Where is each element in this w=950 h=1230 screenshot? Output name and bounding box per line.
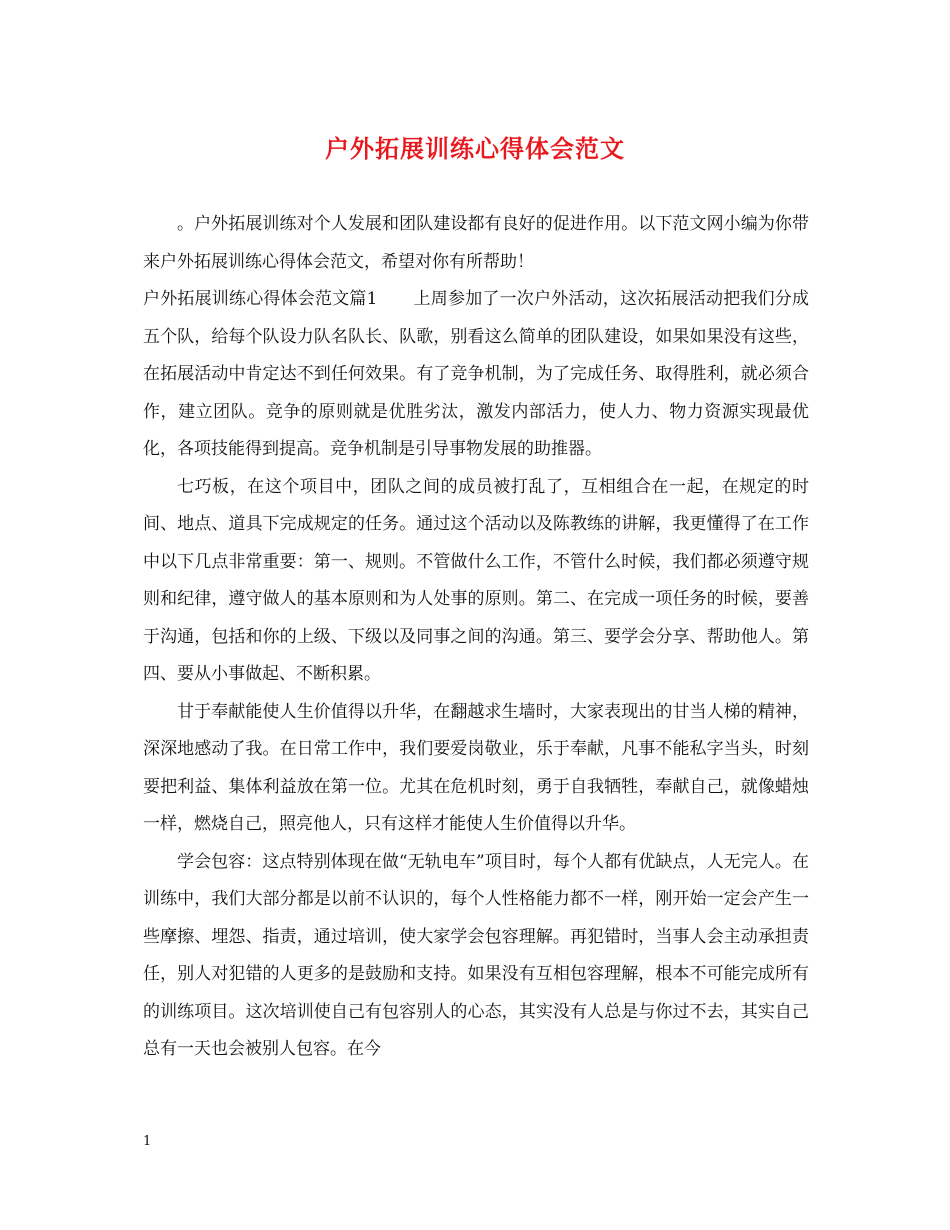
intro-paragraph: 。户外拓展训练对个人发展和团队建设都有良好的促进作用。以下范文网小编为你带来户外拓展训练心得体会范文，希望对你有所帮助！ (143, 214, 809, 272)
paragraph-2: 七巧板，在这个项目中，团队之间的成员被打乱了，互相组合在一起，在规定的时间、地点、道具下完成规定的任务。通过这个活动以及陈教练的讲解，我更懂得了在工作中以下几点非常重要：第一、规则。不管做什么工作，不管什么时候，我们都必须遵守规则和纪律，遵守做人的基本原则和为人处事的原则。第二、在完成一项任务的时候，要善于沟通，包括和你的上级、下级以及同事之间的沟通。第三、要学会分享、帮助他人。第四、要从小事做起、不断积累。 (143, 476, 809, 684)
page-number: 1 (143, 1134, 152, 1149)
paragraph-1-text: 上周参加了一次户外活动，这次拓展活动把我们分成五个队，给每个队设力队名队长、队歌，别看这么简单的团队建设，如果如果没有这些，在拓展活动中肯定达不到任何效果。有了竞争机制，为了完成任务、取得胜利，就必须合作，建立团队。竞争的原则就是优胜劣汰，激发内部活力，使人力、物力资源实现最优化，各项技能得到提高。竞争机制是引导事物发展的助推器。 (143, 289, 809, 459)
paragraph-3: 甘于奉献能使人生价值得以升华，在翻越求生墙时，大家表现出的甘当人梯的精神，深深地感动了我。在日常工作中，我们要爱岗敬业，乐于奉献，凡事不能私字当头，时刻要把利益、集体利益放在第一位。尤其在危机时刻，勇于自我牺牲，奉献自己，就像蜡烛一样，燃烧自己，照亮他人，只有这样才能使人生价值得以升华。 (143, 701, 809, 834)
section-heading: 户外拓展训练心得体会范文篇1 (143, 289, 378, 309)
section-paragraph-1 (143, 281, 809, 469)
document-body (143, 206, 809, 1069)
document-title: 户外拓展训练心得体会范文 (325, 134, 625, 163)
paragraph-4: 学会包容：这点特别体现在做“无轨电车”项目时，每个人都有优缺点，人无完人。在训练中，我们大部分都是以前不认识的，每个人性格能力都不一样，刚开始一定会产生一些摩擦、埋怨、指责，通过培训，使大家学会包容理解。再犯错时，当事人会主动承担责任，别人对犯错的人更多的是鼓励和支持。如果没有互相包容理解，根本不可能完成所有的训练项目。这次培训使自己有包容别人的心态，其实没有人总是与你过不去，其实自己总有一天也会被别人包容。在今 (143, 851, 809, 1059)
